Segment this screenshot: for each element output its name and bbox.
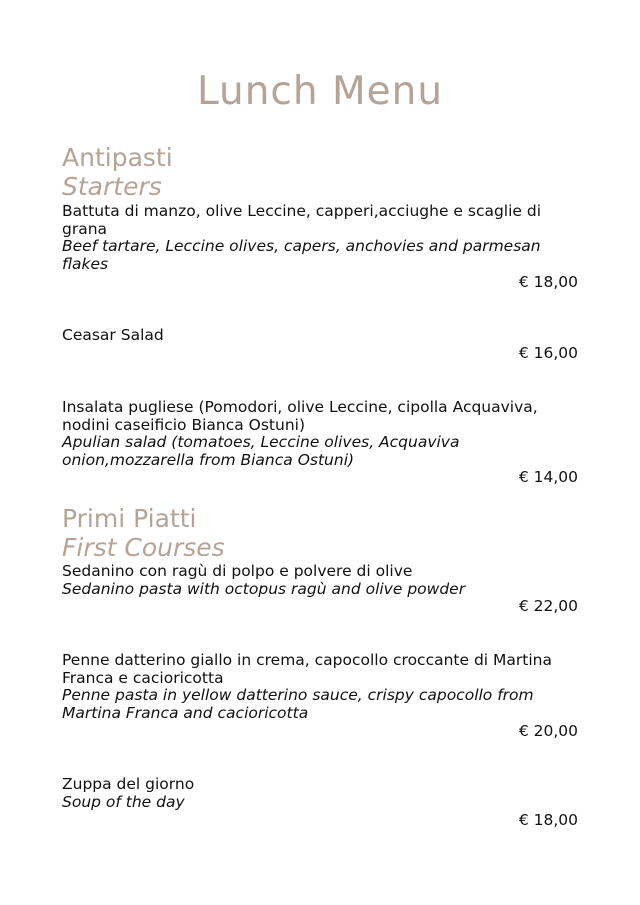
section-heading-primi-piatti: [62, 504, 582, 562]
section-title-en: First Courses: [62, 533, 225, 562]
menu-item-apulian-salad: [62, 399, 582, 469]
menu-item-beef-tartare: [62, 203, 582, 273]
menu-title: Lunch Menu: [196, 69, 444, 114]
dish-name-it: Sedanino con ragù di polpo e polvere di olive: [62, 562, 413, 580]
dish-name-en: Beef tartare, Leccine olives, capers, anchovies and parmesan flakes: [62, 237, 541, 273]
menu-item-penne: [62, 652, 582, 722]
dish-price: € 20,00: [518, 722, 578, 740]
dish-name-it: Ceasar Salad: [62, 326, 164, 344]
dish-price: € 18,00: [518, 273, 578, 291]
dish-price: € 18,00: [518, 811, 578, 829]
dish-name-it: Battuta di manzo, olive Leccine, capperi,acciughe e scaglie di grana: [62, 202, 542, 238]
dish-price: € 16,00: [518, 344, 578, 362]
dish-name-it: Zuppa del giorno: [62, 775, 195, 793]
dish-name-en: Penne pasta in yellow datterino sauce, crispy capocollo from Martina Franca and cacioricotta: [62, 686, 534, 722]
section-heading-antipasti: [62, 143, 582, 201]
menu-item-soup: [62, 776, 582, 811]
dish-name-en: Soup of the day: [62, 792, 185, 811]
dish-price: € 22,00: [518, 597, 578, 615]
section-title-it: Primi Piatti: [62, 504, 197, 533]
dish-price: € 14,00: [518, 468, 578, 486]
dish-name-it: Penne datterino giallo in crema, capocollo croccante di Martina Franca e cacioricotta: [62, 651, 552, 687]
menu-item-sedanino: [62, 563, 582, 598]
section-title-en: Starters: [62, 172, 162, 201]
section-title-it: Antipasti: [62, 143, 173, 172]
dish-name-en: Apulian salad (tomatoes, Leccine olives, Acquaviva onion,mozzarella from Bianca Ostuni): [62, 433, 460, 469]
dish-name-it: Insalata pugliese (Pomodori, olive Leccine, cipolla Acquaviva, nodini caseificio Bianca Ostuni): [62, 398, 538, 434]
dish-name-en: Sedanino pasta with octopus ragù and olive powder: [62, 579, 466, 598]
menu-item-caesar-salad: [62, 327, 582, 345]
